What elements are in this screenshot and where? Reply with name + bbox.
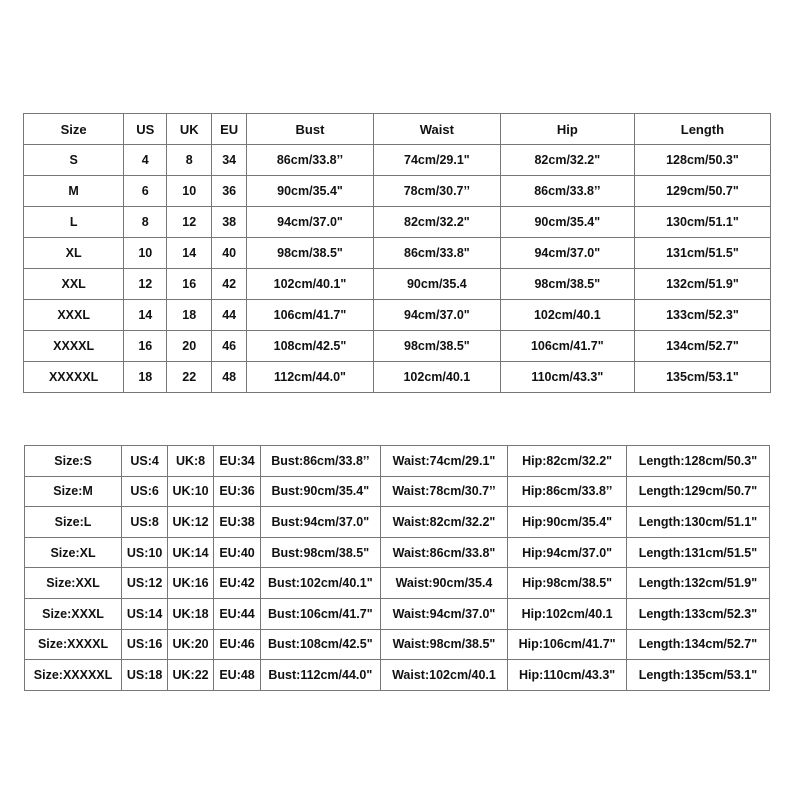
table-cell: Bust:108cm/42.5" [261,629,381,660]
table-cell: US:6 [122,476,168,507]
table-cell: 12 [167,207,212,238]
table-row [25,446,770,477]
table-body [25,446,770,691]
table-cell: 133cm/52.3" [634,300,770,331]
table-cell: 8 [124,207,167,238]
table-cell: 74cm/29.1" [373,145,500,176]
table-cell: 16 [124,331,167,362]
size-chart-table-inline [24,445,770,691]
table-cell: Hip:94cm/37.0" [508,537,627,568]
table-cell: US:18 [122,660,168,691]
table-cell: 98cm/38.5" [373,331,500,362]
table-row [25,568,770,599]
table-cell: 106cm/41.7" [247,300,374,331]
table-cell: US:16 [122,629,168,660]
table-row [25,629,770,660]
table-cell: EU:46 [214,629,261,660]
table-cell: US:10 [122,537,168,568]
table-cell: UK:18 [168,598,214,629]
table-cell: Hip:102cm/40.1 [508,598,627,629]
table-cell: EU:40 [214,537,261,568]
table-cell: Waist:82cm/32.2" [380,507,508,538]
table-cell: XXXXL [24,331,124,362]
table-cell: 86cm/33.8’’ [500,176,634,207]
table-cell: 36 [212,176,247,207]
table-cell: 40 [212,238,247,269]
table-cell: 132cm/51.9" [634,269,770,300]
column-header: UK [167,114,212,145]
table-cell: 16 [167,269,212,300]
table-cell: Length:135cm/53.1" [626,660,769,691]
column-header: Size [24,114,124,145]
table-cell: Size:M [25,476,122,507]
table-cell: M [24,176,124,207]
table-cell: 86cm/33.8’’ [247,145,374,176]
table-cell: 34 [212,145,247,176]
column-header: Length [634,114,770,145]
table-cell: 108cm/42.5" [247,331,374,362]
table-row [24,238,771,269]
table-cell: 18 [124,362,167,393]
table-cell: 90cm/35.4" [500,207,634,238]
table-cell: 128cm/50.3" [634,145,770,176]
table-row [24,300,771,331]
table-cell: XXXL [24,300,124,331]
table-cell: Bust:90cm/35.4" [261,476,381,507]
table-row [25,507,770,538]
table-body [24,145,771,393]
table-cell: UK:20 [168,629,214,660]
table-cell: 98cm/38.5" [500,269,634,300]
table-cell: US:8 [122,507,168,538]
table-cell: 106cm/41.7" [500,331,634,362]
table-cell: Waist:74cm/29.1" [380,446,508,477]
table-cell: Bust:112cm/44.0" [261,660,381,691]
table-cell: UK:12 [168,507,214,538]
table-cell: Length:133cm/52.3" [626,598,769,629]
table-cell: Waist:94cm/37.0" [380,598,508,629]
table-cell: 112cm/44.0" [247,362,374,393]
table-cell: EU:36 [214,476,261,507]
column-header: US [124,114,167,145]
table-cell: 82cm/32.2" [500,145,634,176]
table-cell: Size:S [25,446,122,477]
table-cell: XXL [24,269,124,300]
table-cell: 102cm/40.1 [500,300,634,331]
table-row [24,176,771,207]
table-cell: Waist:86cm/33.8" [380,537,508,568]
table-cell: Length:128cm/50.3" [626,446,769,477]
table-cell: Bust:98cm/38.5" [261,537,381,568]
table-cell: 20 [167,331,212,362]
table-cell: US:12 [122,568,168,599]
table-cell: Waist:90cm/35.4 [380,568,508,599]
table-cell: Waist:102cm/40.1 [380,660,508,691]
table-cell: UK:16 [168,568,214,599]
table-cell: 135cm/53.1" [634,362,770,393]
size-chart-table-labeled [23,113,771,393]
table-cell: Bust:86cm/33.8’’ [261,446,381,477]
table-cell: S [24,145,124,176]
table-cell: 6 [124,176,167,207]
table-cell: 130cm/51.1" [634,207,770,238]
table-cell: 48 [212,362,247,393]
table-cell: Length:131cm/51.5" [626,537,769,568]
table-cell: UK:10 [168,476,214,507]
table-cell: Size:XXXXL [25,629,122,660]
table-cell: 134cm/52.7" [634,331,770,362]
table-cell: 110cm/43.3" [500,362,634,393]
table-cell: Hip:90cm/35.4" [508,507,627,538]
table-cell: UK:22 [168,660,214,691]
table-cell: 90cm/35.4 [373,269,500,300]
column-header: Hip [500,114,634,145]
table-cell: Bust:102cm/40.1" [261,568,381,599]
table-cell: 44 [212,300,247,331]
table-cell: EU:38 [214,507,261,538]
table-cell: 94cm/37.0" [373,300,500,331]
table-row [25,598,770,629]
table-row [24,145,771,176]
table-row [24,207,771,238]
table-header-row [24,114,771,145]
table-cell: 14 [124,300,167,331]
table-cell: EU:42 [214,568,261,599]
table-cell: Hip:98cm/38.5" [508,568,627,599]
table-cell: Bust:94cm/37.0" [261,507,381,538]
table-cell: Size:XXXL [25,598,122,629]
table-cell: 90cm/35.4" [247,176,374,207]
table-cell: 86cm/33.8" [373,238,500,269]
table-cell: US:14 [122,598,168,629]
table-cell: 12 [124,269,167,300]
table-cell: Hip:110cm/43.3" [508,660,627,691]
table-cell: Length:132cm/51.9" [626,568,769,599]
table-cell: Size:XL [25,537,122,568]
table-row [25,537,770,568]
table-row [25,660,770,691]
table-cell: XXXXXL [24,362,124,393]
table-cell: EU:48 [214,660,261,691]
table-cell: Size:XXXXXL [25,660,122,691]
table-cell: EU:44 [214,598,261,629]
table-cell: 102cm/40.1" [247,269,374,300]
column-header: Waist [373,114,500,145]
table-cell: L [24,207,124,238]
table-cell: US:4 [122,446,168,477]
table-cell: 78cm/30.7’’ [373,176,500,207]
table-row [24,269,771,300]
table-cell: Bust:106cm/41.7" [261,598,381,629]
table-cell: UK:14 [168,537,214,568]
table-cell: 82cm/32.2" [373,207,500,238]
table-cell: 102cm/40.1 [373,362,500,393]
table-cell: Length:134cm/52.7" [626,629,769,660]
table-cell: 98cm/38.5" [247,238,374,269]
table-cell: Hip:82cm/32.2" [508,446,627,477]
table-cell: 4 [124,145,167,176]
table-cell: 94cm/37.0" [500,238,634,269]
table-cell: 10 [167,176,212,207]
table-cell: 129cm/50.7" [634,176,770,207]
table-cell: 94cm/37.0" [247,207,374,238]
table-cell: Waist:78cm/30.7’’ [380,476,508,507]
table-row [24,362,771,393]
table-cell: 10 [124,238,167,269]
table-cell: Hip:106cm/41.7" [508,629,627,660]
column-header: Bust [247,114,374,145]
table-cell: XL [24,238,124,269]
column-header: EU [212,114,247,145]
table-row [25,476,770,507]
table-cell: UK:8 [168,446,214,477]
table-cell: 42 [212,269,247,300]
table-row [24,331,771,362]
table-cell: Waist:98cm/38.5" [380,629,508,660]
table-cell: Length:129cm/50.7" [626,476,769,507]
table-cell: 131cm/51.5" [634,238,770,269]
table-cell: 18 [167,300,212,331]
table-cell: 14 [167,238,212,269]
table-cell: 8 [167,145,212,176]
table-cell: 38 [212,207,247,238]
table-cell: 46 [212,331,247,362]
table-cell: EU:34 [214,446,261,477]
table-cell: Length:130cm/51.1" [626,507,769,538]
table-cell: Size:XXL [25,568,122,599]
table-cell: Size:L [25,507,122,538]
table-cell: 22 [167,362,212,393]
table-cell: Hip:86cm/33.8’’ [508,476,627,507]
